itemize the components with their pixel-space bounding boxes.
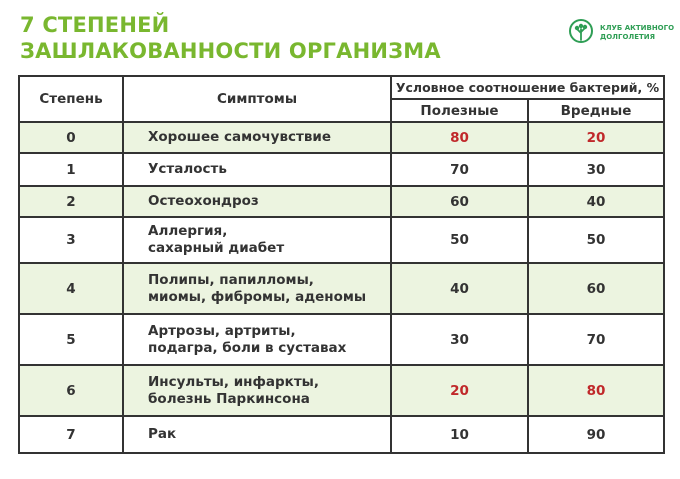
useful-cell: 30	[391, 314, 528, 365]
symptom-line: Усталость	[148, 161, 227, 177]
symptoms-cell	[123, 314, 391, 365]
header-degree: Степень	[19, 76, 123, 122]
symptom-line: Остеохондроз	[148, 193, 259, 209]
degree-cell: 4	[19, 263, 123, 314]
symptom-line: Рак	[148, 426, 177, 442]
useful-cell: 50	[391, 217, 528, 263]
useful-cell: 40	[391, 263, 528, 314]
harmful-cell: 60	[528, 263, 664, 314]
symptoms-cell	[123, 186, 391, 217]
symptom-line: миомы, фибромы, аденомы	[148, 288, 367, 305]
table-row	[19, 416, 664, 453]
header-useful: Полезные	[391, 99, 528, 122]
table-row	[19, 122, 664, 153]
harmful-cell: 20	[528, 122, 664, 153]
symptom-line: подагра, боли в суставах	[148, 339, 347, 356]
logo-text	[600, 24, 674, 42]
table-row	[19, 263, 664, 314]
useful-cell: 60	[391, 186, 528, 217]
symptom-line: Хорошее самочувствие	[148, 129, 331, 145]
useful-cell: 10	[391, 416, 528, 453]
page-title	[20, 12, 441, 64]
degree-cell: 1	[19, 153, 123, 186]
degrees-table	[18, 75, 665, 454]
table-row	[19, 365, 664, 416]
harmful-cell: 70	[528, 314, 664, 365]
table-row	[19, 186, 664, 217]
table-row	[19, 153, 664, 186]
logo-line-2: ДОЛГОЛЕТИЯ	[600, 33, 656, 41]
table-row	[19, 217, 664, 263]
symptoms-cell	[123, 153, 391, 186]
harmful-cell: 40	[528, 186, 664, 217]
header-bacteria: Условное соотношение бактерий, %	[391, 76, 664, 99]
degree-cell: 7	[19, 416, 123, 453]
useful-cell: 80	[391, 122, 528, 153]
table-row	[19, 314, 664, 365]
degree-cell: 0	[19, 122, 123, 153]
harmful-cell: 90	[528, 416, 664, 453]
symptom-line: Артрозы, артриты,	[148, 322, 296, 339]
symptoms-cell	[123, 416, 391, 453]
useful-cell: 70	[391, 153, 528, 186]
logo-line-1: КЛУБ АКТИВНОГО	[600, 24, 675, 32]
symptom-line: Полипы, папилломы,	[148, 271, 314, 288]
symptoms-cell	[123, 217, 391, 263]
club-logo	[568, 18, 674, 48]
header-symptoms: Симптомы	[123, 76, 391, 122]
header-row	[19, 76, 664, 99]
symptoms-cell	[123, 263, 391, 314]
symptom-line: Инсульты, инфаркты,	[148, 373, 319, 390]
tree-icon	[568, 18, 594, 48]
symptom-line: болезнь Паркинсона	[148, 390, 310, 407]
useful-cell: 20	[391, 365, 528, 416]
degree-cell: 5	[19, 314, 123, 365]
symptoms-cell	[123, 365, 391, 416]
harmful-cell: 80	[528, 365, 664, 416]
symptom-line: сахарный диабет	[148, 240, 285, 256]
title-line-2: ЗАШЛАКОВАННОСТИ ОРГАНИЗМА	[20, 39, 441, 63]
title-line-1: 7 СТЕПЕНЕЙ	[20, 13, 170, 37]
symptoms-cell	[123, 122, 391, 153]
header-harmful: Вредные	[528, 99, 664, 122]
harmful-cell: 30	[528, 153, 664, 186]
symptom-line: Аллергия,	[148, 223, 228, 239]
degree-cell: 2	[19, 186, 123, 217]
harmful-cell: 50	[528, 217, 664, 263]
degree-cell: 3	[19, 217, 123, 263]
degree-cell: 6	[19, 365, 123, 416]
